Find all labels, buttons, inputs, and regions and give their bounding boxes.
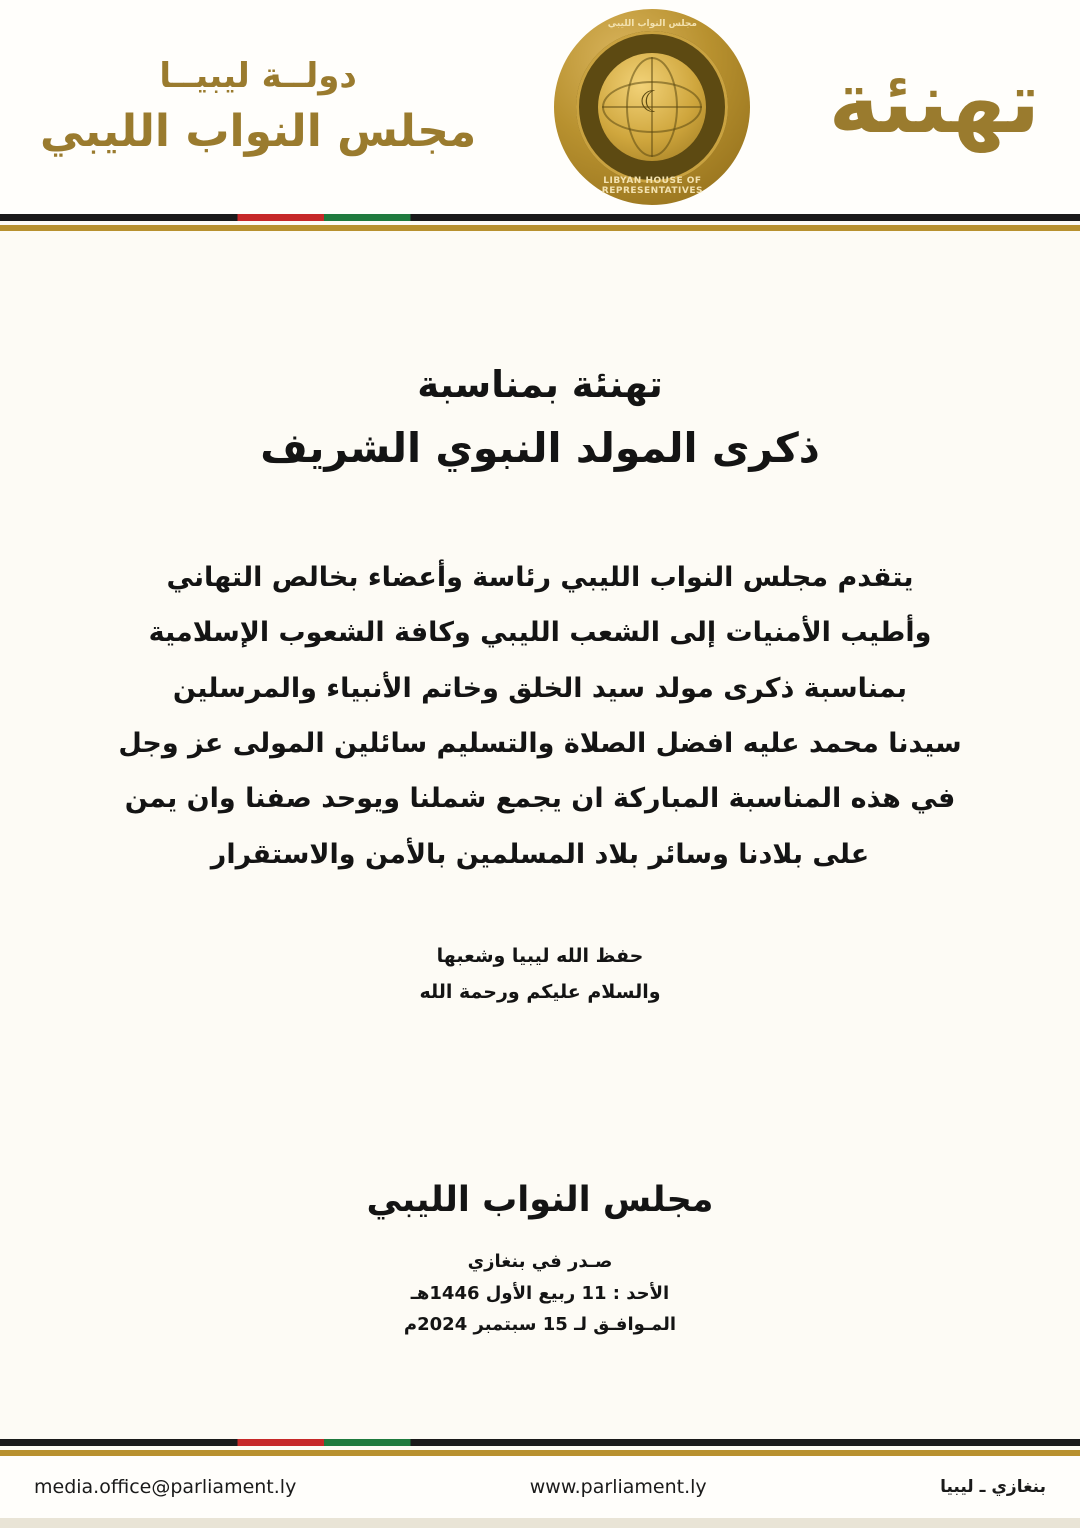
emblem-english-arc-text: LIBYAN HOUSE OF REPRESENTATIVES xyxy=(601,176,703,196)
message-line: وأطيب الأمنيات إلى الشعب الليبي وكافة الشعوب الإسلامية xyxy=(148,617,932,649)
message-line: سيدنا محمد عليه افضل الصلاة والتسليم سائلين المولى عز وجل xyxy=(118,728,962,760)
header-divider xyxy=(0,214,1080,231)
message-line: بمناسبة ذكرى مولد سيد الخلق وخاتم الأنبياء والمرسلين xyxy=(172,672,908,704)
page-bottom-edge xyxy=(0,1518,1080,1528)
flag-stripe-rule xyxy=(0,1439,1080,1446)
document-footer xyxy=(0,1456,1080,1518)
document-footer-area xyxy=(0,1439,1080,1528)
message-line: في هذه المناسبة المباركة ان يجمع شملنا ويوحد صفنا وان يمن xyxy=(124,783,956,815)
document-header xyxy=(0,0,1080,214)
title-line-1: تهنئة بمناسبة xyxy=(417,363,663,406)
council-name: مجلس النواب الليبي xyxy=(40,105,477,157)
message-line: يتقدم مجلس النواب الليبي رئاسة وأعضاء بخالص التهاني xyxy=(166,562,914,593)
closing-line: حفظ الله ليبيا وشعبها xyxy=(436,945,644,968)
gold-rule xyxy=(0,1450,1080,1456)
crescent-icon: ☾ xyxy=(638,85,666,121)
footer-website[interactable]: www.parliament.ly xyxy=(529,1476,707,1498)
document-body xyxy=(0,363,1080,1341)
state-name: دولــة ليبيــا xyxy=(159,56,357,97)
message-body xyxy=(92,550,988,882)
gold-rule xyxy=(0,225,1080,231)
issue-place: صـدر في بنغازي xyxy=(467,1251,613,1273)
parliament-emblem-icon xyxy=(554,9,750,205)
page-title xyxy=(92,363,988,472)
closing-salutation xyxy=(92,938,988,1010)
closing-line: والسلام عليكم ورحمة الله xyxy=(419,981,661,1004)
signature-block xyxy=(92,1180,988,1341)
footer-divider xyxy=(0,1439,1080,1456)
message-line: على بلادنا وسائر بلاد المسلمين بالأمن والاستقرار xyxy=(210,838,870,870)
issue-date-gregorian: المـوافـق لـ 15 سبتمبر 2024م xyxy=(403,1314,677,1336)
signing-organization: مجلس النواب الليبي xyxy=(366,1180,714,1221)
issue-date-hijri: الأحد : 11 ربيع الأول 1446هـ xyxy=(410,1282,670,1304)
title-line-2: ذكرى المولد النبوي الشريف xyxy=(260,424,820,472)
emblem-arabic-arc-text: مجلس النواب الليبي xyxy=(607,19,697,29)
ornament-word-tahniah: تهنئة xyxy=(828,53,1040,153)
footer-location: بنغازي ـ ليبيا xyxy=(940,1477,1046,1497)
flag-stripe-rule xyxy=(0,214,1080,221)
footer-email[interactable]: media.office@parliament.ly xyxy=(34,1476,297,1498)
issue-details xyxy=(92,1246,988,1341)
header-title-block xyxy=(40,55,476,159)
